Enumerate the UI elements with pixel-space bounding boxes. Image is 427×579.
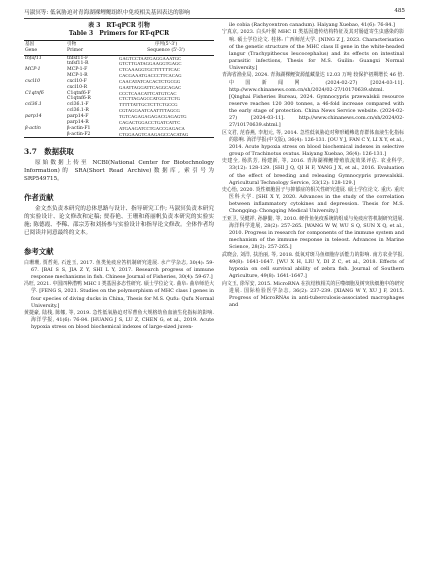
table-header-en (24, 48, 214, 55)
primer-cell: ccl36.1-R (67, 108, 89, 114)
table-caption-en: Table 3 Primers for RT-qPCR (68, 30, 170, 37)
table-row (24, 132, 214, 138)
primer-cell: tnfsf11-F (67, 55, 89, 61)
reference-entry: 武晓会, 刘洋, 扶治丽, 等, 2018. 低氧对斑马鱼细胞存活能力的影响. 南方农业学报, 49(8): 1641-1647. [WU X H, LIU Y, DI Z C, et al., 2018. Effects of hypoxia on cell survival ability of zebra fish. Journal of Southern Agriculture, 49(8): 1641-1647.] (222, 251, 404, 280)
primer-cell: cxcl10-F (67, 78, 87, 84)
header-sequence-cn: 序列(5'-3') (118, 41, 214, 48)
sequence-cell: TTTTTATTGCTCTTCTGCCG (119, 102, 178, 108)
sequence-cell: CACGAAATGACCCTTCACAG (119, 73, 182, 79)
gene-cell: parp14 (25, 114, 42, 119)
right-column (222, 22, 404, 309)
reference-entry: 王亚卫, 吴健祥, 孙静勤, 等, 2010. 硬骨鱼免疫系统的组成与免疫应答机制研究进展. 海洋科学进展, 28(2): 257-265. [WANG W W, WU S Q, SUN X Q, et al., 2010. Progress in research for components of the immune system and mechanism of the immune response in teleost. Advances in Marine Science, 28(2): 257-265.] (222, 215, 404, 251)
primer-cell: tnfsf11-R (67, 61, 89, 67)
sequence-cell: GAATTAGGATTCAGGCAGAC (119, 84, 182, 90)
section-3-7-body: 原始数据上传至 NCBI(National Center for Biotechnology Information)的 SRA(Short Read Archive)数据库, 索引号为 SRP549715。 (24, 160, 214, 183)
gene-cell: C1qtnf6 (25, 90, 44, 96)
reference-entry-continued: ile cobia (Rachycentron canadum). Haiyang Xuebao, 41(6): 76-84.] (229, 22, 395, 28)
gene-cell: cxcl10 (25, 78, 41, 84)
sequence-cell: GAGTCCTAATGAGGAAATGC (119, 55, 182, 61)
reference-entry: 史建全, 杨洪芳, 杨建新, 等, 2016. 青海湖裸鲤增殖放流效果评估. 农业科学, 33(12): 128-129. [SHI J Q, QI H F, YANG J X, et al., 2016. Evaluation of the effect of breeding and releasing Gymnocypris przewalskii. Agricultural Technology Service, 33(12): 128-129.] (222, 158, 404, 186)
reference-entry: 向文玉, 徐军安, 2015. MicroRNA 在抗结核相关的巨噬细胞及树突状细胞中的研究进展. 国际检验医学杂志, 36(2): 237-239. [XIANG W Y, XU J F, 2015. Progress of MicroRNAs in anti-tuberculosis-associated macrophages and (222, 280, 404, 308)
contributions-title: 作者贡献 (24, 193, 54, 203)
primer-cell: parp14-F (67, 114, 89, 119)
sequence-cell: CTCAAAGGTGCTTTTTTCAC (119, 67, 180, 73)
gene-cell: β-actin (25, 125, 41, 131)
running-head (24, 8, 405, 19)
primer-cell: C1qtnf6-F (67, 90, 91, 96)
contributions-body: 金文杰负责本研究的总体思路与设计、指导研究工作; 马淑冥负责本研究的实验设计、论文修改和定稿; 贾春艳、王珊和蒋丽帆负责本研究的实验实施; 陈德霞、李稀、邵宗芳和刘扬参与实验设计和指导论文修改。全体作者均已阅读并同意最终的文本。 (24, 206, 214, 236)
sequence-cell: ATGAAGATCCTGACCGAGACA (119, 125, 185, 131)
gene-cell: ccl36.1 (25, 102, 42, 108)
primer-cell: MCP-1-F (67, 67, 88, 73)
references-right (222, 22, 404, 309)
section-3-7-title: 3.7 数据获取 (24, 147, 74, 157)
reference-entry: 宁真京, 2023. 白头叶猴 MHC II 类基因遗传结构特征及其对肠道寄生虫感染的影响. 硕士学位论文. 桂林: 广西师范大学. [NING Z J, 2023. Characterisation of the genetic structure of the MHC class II gene in the white-headed langur (Trachypithecus leucocephalus) and its effects on intestinal parasitic infections, Thesis for M.S. Guilin: Guangxi Normal University.] (222, 29, 404, 71)
table-header-cn (24, 41, 214, 48)
reference-entry: 冯旺, 2021. 中国四种潜鸭 MHC I 类基因多态性研究. 硕士学位论文. 曲阜: 曲阜师范大学. [FENG S, 2021. Studies on the polymorphism of MHC class I genes in four species of diving ducks in China, Thesis for M.S. Qufu: Qufu Normal University.] (24, 281, 214, 309)
table-caption-cn: 表 3 RT-qPCR 引物 (88, 22, 150, 29)
primer-cell: cxcl10-R (67, 84, 88, 90)
primer-cell: MCP-1-R (67, 73, 88, 79)
primer-cell: parp14-R (67, 119, 89, 125)
header-primer-en: Primer (66, 48, 118, 55)
primer-table-body (24, 55, 214, 138)
sequence-cell: GTCTTGATAGGAAGGTGAGC (119, 61, 182, 67)
primer-cell: C1qtnf6-R (67, 96, 91, 102)
sequence-cell: CTGGAAGTCAAGAGCCACATAG (118, 132, 214, 138)
reference-entry: 史心怡, 2020. 炎性细胞因子与抑郁症的相关性研究进展. 硕士学位论文. 重庆: 重庆医科大学. [SHI X Y, 2020. Advances in the study of the correlation between inflammatory cytokines and depression. Thesis for M.S. Chongqing: Chongqing Medical University.] (222, 187, 404, 215)
gene-cell: MCP-1 (25, 67, 41, 73)
reference-entry: 黄捷豪, 陆栈, 陈娜, 等, 2019. 急性低氧胁迫对军曹鱼大规格幼鱼血液生化指标的影响. 海洋学报, 41(6): 76-84. [HUANG J S, LU Z, CHEN G, et al., 2019. Acute hypoxia stress on blood biochemical indexes of large-sized juven- (24, 310, 214, 331)
sequence-cell: CTCTTAGAGCCATGGCTCTG (119, 96, 180, 102)
primer-cell: β-actin-F1 (67, 125, 91, 131)
running-head-title: 马淑冥等: 低氧胁迫对青海湖裸鲤鳃组织中免疫相关基因表达的影响 (24, 10, 190, 16)
left-column (24, 22, 214, 332)
primer-cell: β-actin-F2 (66, 132, 118, 138)
sequence-cell: TGTCAGAGAGAGACGAGAGTG (119, 114, 187, 119)
header-sequence-en: Sequence (5'-3') (118, 48, 214, 55)
primer-table (24, 40, 214, 138)
sequence-cell: CCCTCAACATTCATGTCAC (119, 90, 177, 96)
gene-cell: tnfaf11 (25, 55, 42, 61)
header-primer-cn: 引物 (66, 41, 118, 48)
header-gene-en: Gene (24, 48, 66, 55)
sequence-cell: CAACATATCACACTCTGCGG (119, 78, 181, 84)
reference-entry: 白珊珊, 贾哲苑, 石连玉, 2017. 鱼类免疫应答机制研究进展. 水产学杂志, 30(4): 59-67. [BAI S S, JIA Z Y, SHI L Y, 2017. Research progress of immune response mechanisms in fish. Chinese Journal of Fisheries, 30(4): 59-67.] (24, 259, 214, 280)
references-left (24, 260, 214, 332)
page-number: 485 (394, 8, 405, 14)
sequence-cell: CGTAGGAATCAATTTTAGCG (119, 108, 180, 114)
gene-cell (24, 132, 66, 138)
reference-entry: 区文君, 范春燕, 李旭元, 等, 2014. 急性低氧胁迫对卵形鲳鲹选育群体血液生化指标的影响. 海洋学报(中文版), 36(4): 126-131. [OU Y J, FAN C Y, LI X Y, et al., 2014. Acute hypoxia stress on blood biochemical indexes in selective group of Trachinotus ovatus. Haiyang Xuebao, 36(4): 126-131.] (222, 129, 404, 157)
references-title: 参考文献 (24, 246, 54, 256)
header-gene-cn: 基因 (24, 41, 66, 48)
reference-entry: 青海省渔业局, 2024. 青海湖裸鲤资源蕴藏量达 12.03 万吨 较保护初期增长 46 倍. 中国新闻网. (2024-02-27) [2024-03-11]. http://www.chinanews.com.cn/sh/2024/02-27/10170639.shtml. [Qinghai Fisheries Bureau, 2024. Gymnocypris przewalskii resource reserve reaches 120 300 tonnes, a 46-fold increase compared with the early stage of protection. China News Service website. (2024-02-27) [2024-03-11]. http://www.chinanews.com.cn/sh/2024/02-27/10170639.shtml.] (222, 72, 404, 129)
primer-cell: ccl36.1-F (67, 102, 89, 108)
sequence-cell: CAGACTGGACCTGATCATTC (119, 119, 181, 125)
